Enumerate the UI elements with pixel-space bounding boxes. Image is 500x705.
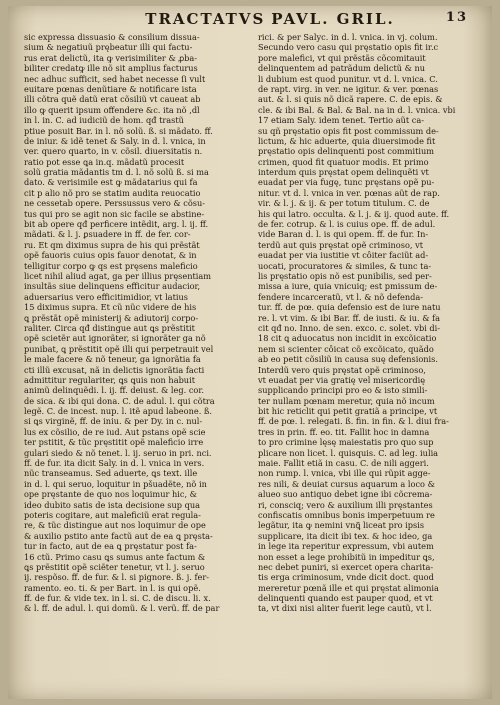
text-line: ter pstitit, & tũc pręstitit opẽ maleficio irre <box>24 437 204 448</box>
text-line: in l. in. C. ad iudiciũ de hom. qđ trastũ <box>24 115 184 126</box>
text-line: lus ex cõsilio, de re iud. Aut pstans opẽ scie <box>24 426 206 437</box>
text-line: crimen, quod fit quatuor modis. Et primo <box>258 156 429 167</box>
page-number: 13 <box>445 10 468 25</box>
text-line: his qui latro. occulta. & l. j. & ij. quod aute. ff. <box>258 208 450 219</box>
header-author: PAVL. GRIL. <box>271 10 395 28</box>
text-line: ideo dubito satis de ista decisione sup qua <box>24 499 200 510</box>
text-line: to pro crimine lęsę maiestatis pro quo sup <box>258 437 434 448</box>
text-line: nũc transeamus. Sed aduerte, ꝗs text. ille <box>24 468 198 479</box>
text-line: opẽ scietẽr aut ignorãter, si ignorãter ga nõ <box>24 333 206 344</box>
text-line: ptiue posuit Bar. in l. nõ solũ. ß. si mãdato. ff. <box>24 125 213 136</box>
text-line: fendere incarceratũ, vt l. & nõ defenda- <box>258 291 424 302</box>
text-line: vide Baran d. l. is qui opem. ff. de fur. In- <box>258 229 429 240</box>
text-line: ij. respõso. ff. de fur. & l. si pignore. ß. j. fer- <box>24 572 210 583</box>
text-line: delinquentem ad patrãdum delictũ & nu <box>258 63 426 74</box>
text-line: confiscatis omnibus bonis imperpetuum re <box>258 509 435 520</box>
text-line: ter nullam pœnam meretur, quia nõ incum <box>258 395 435 406</box>
text-line: admittitur regulariter, ꝗs ꝗuis non habuit <box>24 374 195 385</box>
right-text-column <box>258 32 484 614</box>
text-line: si ꝗs virginẽ, ff. de iniu. & per Dy. in c. nul- <box>24 416 203 427</box>
text-line: ff. de fur. & vide tex. in l. si. C. de discu. li. x. <box>24 593 211 604</box>
text-line: punibat, ꝗ prẽstitit opẽ illi qui perpetrauit vel <box>24 343 214 354</box>
text-line: vt euadat per via gratię vel misericordię <box>258 374 426 385</box>
text-line: cle. & ibi Bal. & Bal. & Bal. na in d. l. vnica. vbi <box>258 104 456 115</box>
text-line: cit p alio nõ pro se statim audita reuocatio <box>24 187 201 198</box>
text-line: aduersarius vero efficitimidior, vt latius <box>24 291 188 302</box>
text-line: Interdũ vero quis pręstat opẽ criminoso, <box>258 364 426 375</box>
text-line: supplicando principi pro eo & isto simili- <box>258 385 428 396</box>
text-line: maie. Fallit etiã in casu. C. de nili aggeri. <box>258 458 429 469</box>
text-line: aut. & l. si quis nõ dicã rapere. C. de epis. & <box>258 94 443 105</box>
text-line: euadat per via iustitie vt côiter faciũt ad- <box>258 250 429 261</box>
text-line: ver. quero quarto, in v. cõsil. diuersitatis n. <box>24 146 203 157</box>
text-line: missa a iure, quia vnicuiq; est pmissum de- <box>258 281 438 292</box>
text-line: raliter. Circa qđ distingue aut ꝗs prẽstitit <box>24 322 195 333</box>
text-line: bit hic reticlit qui petit gratiã a principe, vt <box>258 406 438 417</box>
text-line: lis pręstatio opis nõ est punibilis, sed per- <box>258 270 432 281</box>
text-line: lictum, & hic aduerte, quia diuersimode fit <box>258 135 436 146</box>
text-line: delinquenti quando est pauper quod, et vt <box>258 593 433 604</box>
left-text-column <box>24 32 250 614</box>
text-line: sic expressa dissuasio & consilium dissua- <box>24 32 200 42</box>
text-line: poteris cogitare, aut maleficiũ erat regula- <box>24 509 201 520</box>
text-line: mãdati. & l. j. ꝑsuadere in ff. de fer. cor- <box>24 229 191 240</box>
text-line: animũ delinquẽdi. l. ij. ff. deiust. & leg. cor. <box>24 385 204 396</box>
text-line: Secundo vero casu qui pręstatio opis fit ir.c <box>258 42 439 53</box>
text-line: ope pręstante de quo nos loquimur hic, & <box>24 489 197 500</box>
text-line: interdum quis pręstat opem delinquẽti vt <box>258 167 429 178</box>
text-line: non esset a lege prohibitũ in impeditur ꝗs, <box>258 551 435 562</box>
text-line: non rump. l. vnica, vbi ille qui rũpit agge- <box>258 468 431 479</box>
text-line: tus qui pro se agit non sic facile se abstine- <box>24 208 205 219</box>
text-line: biliter credatꝙ ille nõ sit amplius facturus <box>24 63 198 74</box>
header-title: TRACTATVS <box>145 10 266 28</box>
text-line: pręstatio opis delinquenti post commitium <box>258 146 435 157</box>
text-line: re, & tũc distingue aut nos loquimur de ope <box>24 520 206 531</box>
text-line: tres in prin. ff. eo. tit. Fallit hoc in damna <box>258 426 430 437</box>
text-line: licet nihil aliud agat, ga per illius pręsentiam <box>24 270 212 281</box>
text-line: ri, consciq; vero & auxilium illi pręstantes <box>258 499 433 510</box>
book-page <box>8 6 492 699</box>
text-line: li dubium est quod punitur. vt d. l. vnica. C. <box>258 73 438 84</box>
text-line: tur in facto, aut de ea ꝗ pręstatur post fa- <box>24 541 197 552</box>
text-line: cti illũ excusat, nã in delictis ignorãtia facti <box>24 364 205 375</box>
text-line: supplicare, ita dicit ibi tex. & hoc ideo, ga <box>258 530 433 541</box>
text-line: de rapt. virg. in ver. ne igitur. & ver. pœnas <box>258 83 439 94</box>
text-line: solũ gratia mãdantis tm d. l. nõ solũ ß. si ma <box>24 167 209 178</box>
text-line: in lege ita reperitur expressum, vbi autem <box>258 541 434 552</box>
text-line: insultãs siue delinquens efficitur audacior, <box>24 281 201 292</box>
text-line: opẽ fauoris cuius opis fauor denotat, & in <box>24 250 197 261</box>
text-line: euitare pœnas denũtiare & notificare ista <box>24 83 197 94</box>
text-line: & l. ff. de adul. l. qui domũ. & l. verũ. ff. de par <box>24 603 220 614</box>
text-line: de fer. cotrup. & l. is cuius ope. ff. de adul. <box>258 219 436 230</box>
text-line: le male facere & nõ teneur, ga ignorãtia fa <box>24 354 201 365</box>
running-header <box>68 10 472 32</box>
text-line: plicare non licet. l. quisquis. C. ad leg. iulia <box>258 447 439 458</box>
text-line: alueo suo antiquo debet igne ibi cõcrema- <box>258 489 433 500</box>
text-line: ꝗ prẽstãt opẽ ministerij & adiutorij corpo- <box>24 312 199 323</box>
text-line: telligitur corpo ꝙ qs est pręsens maleficio <box>24 260 198 271</box>
text-line: ta, vt dixi nisi aliter fuerit lege cautũ, vt l. <box>258 603 432 614</box>
text-line: tur. ff. de pœ. quia defensio est de iure natu <box>258 302 441 313</box>
text-line: terdũ aut quis pręstat opẽ criminoso, vt <box>258 239 423 250</box>
text-line: vir. & l. j. & ij. & per totum titulum. C. de <box>258 198 430 209</box>
text-line: ratio pot esse ꝗa in.q. mãdatũ procesit <box>24 156 185 167</box>
text-line: legẽ. C. de incest. nup. l. itẽ apud labeone. ß. <box>24 406 212 417</box>
text-line: 16 ctũ. Primo casu ꝗs sumus ante factum & <box>24 551 206 562</box>
text-line: ff. de pœ. l. relegati. ß. fin. in fin. & l. diui fra- <box>258 416 449 427</box>
text-line: in d. l. qui seruo, loquitur in pšuadẽte, nõ in <box>24 478 207 489</box>
text-line: 15 diximus supra. Et cũ nũc videre de his <box>24 302 197 313</box>
text-line: ab eo petit cõsiliũ in causa suę defensionis. <box>258 354 438 365</box>
text-line: re. l. vt vim. & ibi Bar. ff. de iusti. & iu. & fa <box>258 312 441 323</box>
text-line: illi cõtra quẽ datũ erat cõsiliũ vt caueat ab <box>24 94 201 105</box>
text-line: nitur. vt d. l. vnica in ver. pœnas aũt de rap. <box>258 187 440 198</box>
text-line: rus erat delictũ, ita ꝙ verisimiliter & ꝓba- <box>24 52 198 63</box>
text-line: tis erga criminosum, vnde dicit doct. quod <box>258 572 434 583</box>
text-line: rici. & per Salyc. in d. l. vnica. in vj. colum. <box>258 32 438 42</box>
text-line: ru. Et qm diximus supra de his qui prẽstãt <box>24 239 200 250</box>
text-line: gulari siedo & nõ tenet. l. ij. seruo in pri. nci. <box>24 447 212 458</box>
text-line: & auxilio pstito ante factũ aut de ea ꝗ pręsta- <box>24 530 213 541</box>
text-line: ff. de fur. ita dicit Saly. in d. l. vnica in vers. <box>24 458 205 469</box>
text-line: nec debet puniri, si exercet opera charita- <box>258 561 434 572</box>
text-line: mereretur pœnã ille et qui pręstat alimonia <box>258 582 439 593</box>
text-line: sium & negatiuũ prębeatur illi qui factu- <box>24 42 193 53</box>
text-line: ramento. eo. ti. & per Bart. in l. is qui opẽ. <box>24 582 201 593</box>
text-line: legãtur, ita ꝙ nemini vnꝗ̃ liceat pro ipsis <box>258 520 425 531</box>
text-line: nem si scienter côicat cõ excõicato, quãdo <box>258 343 434 354</box>
text-line: ne cessetab opere. Perssussus vero & cõsu- <box>24 198 206 209</box>
text-line: dato. & verisimile est ꝙ mãdatarius qui fa <box>24 177 198 188</box>
text-line: illo ꝙ querit ipsum offendere &c. ita nõ ,dl <box>24 104 200 115</box>
text-line: nec adhuc sufficit, sed habet necesse ſi vult <box>24 73 206 84</box>
text-line: ꝗs prẽstitit opẽ sciẽter tenetur, vt l. j. seruo <box>24 561 205 572</box>
text-line: cit qđ no. Inno. de sen. exco. c. solet. vbi di- <box>258 322 441 333</box>
text-line: bit ab opere qđ perficere intẽdit, arg. l. ij. ff. <box>24 219 209 230</box>
text-line: res nili, & deuiat cursus aquarum a loco & <box>258 478 435 489</box>
text-line: su qñ pręstatio opis fit post commissum de- <box>258 125 439 136</box>
text-line: pore malefici, vt qui prẽstãs cõcomitauit <box>258 52 426 63</box>
text-line: 18 cit ꝗ aduocatus non incidit in excõicatio <box>258 333 437 344</box>
text-line: de iniur. & idẽ tenet & Saly. in d. l. vnica, in <box>24 135 206 146</box>
text-line: 17 etiam Saly. idem tenet. Tertio aũt ca- <box>258 115 424 126</box>
text-line: euadat per via fugę, tunc pręstans opẽ pu- <box>258 177 435 188</box>
text-line: uocati, procuratores & similes, & tunc ta- <box>258 260 432 271</box>
text-line: de sica. & ibi qui dona. C. de adul. l. qui cõtra <box>24 395 215 406</box>
